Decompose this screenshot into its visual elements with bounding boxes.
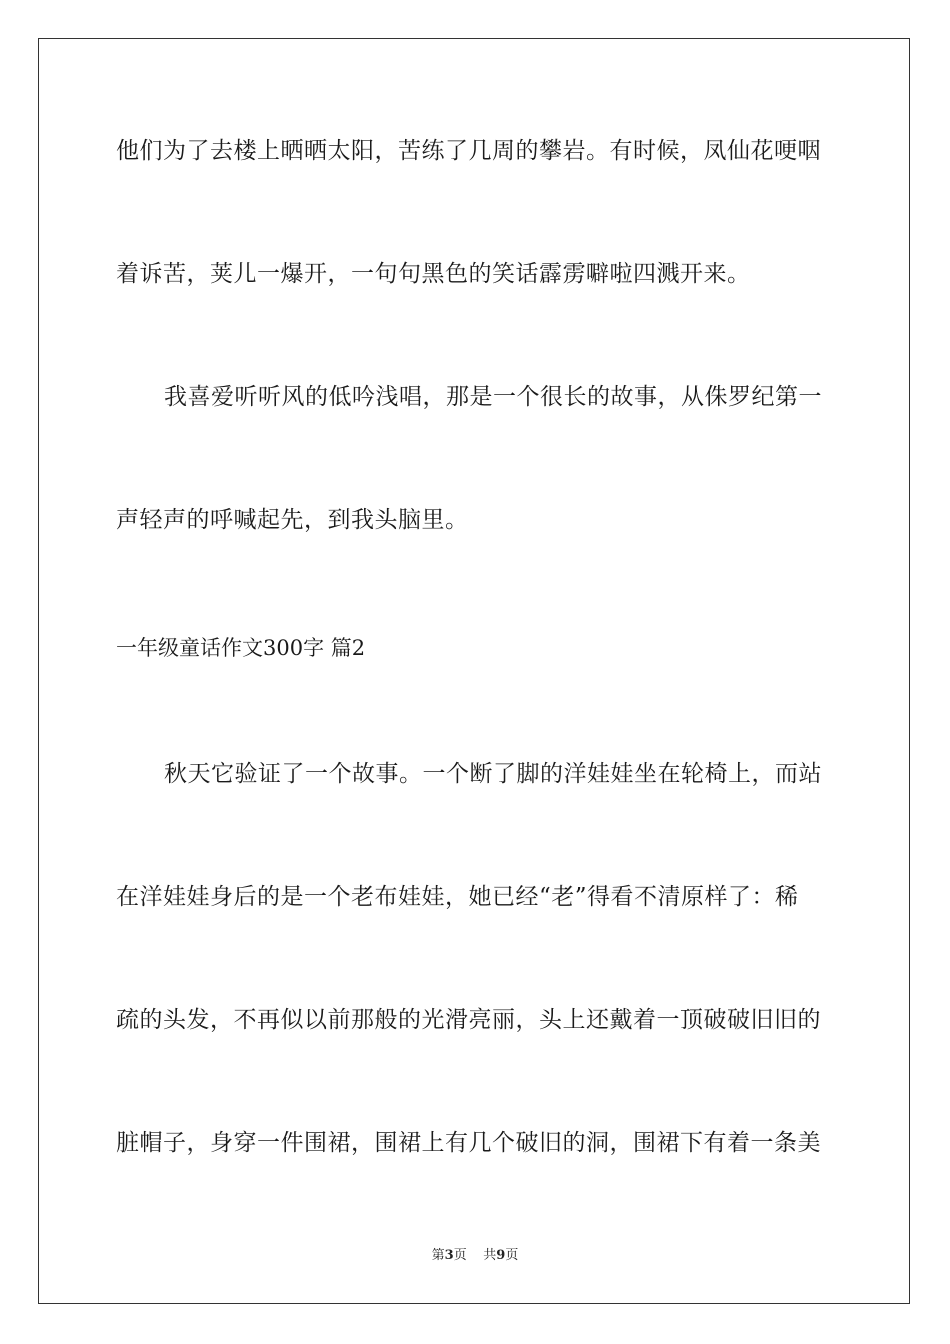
footer-total-suffix: 页 (505, 1248, 519, 1263)
footer-total-prefix: 共 (483, 1248, 497, 1263)
page-footer (0, 1247, 950, 1265)
footer-total-pages: 9 (496, 1248, 506, 1263)
paragraph-line-6: 在洋娃娃身后的是一个老布娃娃，她已经“老”得看不清原样了：稀 (116, 884, 799, 910)
paragraph-line-1: 他们为了去楼上晒晒太阳，苦练了几周的攀岩。有时候，凤仙花哽咽 (116, 138, 821, 164)
footer-page-prefix: 第 (431, 1248, 445, 1263)
footer-page-number: 3 (444, 1248, 454, 1263)
paragraph-line-7: 疏的头发，不再似以前那般的光滑亮丽，头上还戴着一顶破破旧旧的 (116, 1007, 821, 1033)
paragraph-line-8: 脏帽子，身穿一件围裙，围裙上有几个破旧的洞，围裙下有着一条美 (116, 1130, 821, 1156)
page-border (38, 38, 910, 1304)
section-heading: 一年级童话作文300字 篇2 (116, 636, 366, 660)
paragraph-line-2: 着诉苦，荚儿一爆开，一句句黑色的笑话霹雳噼啦四溅开来。 (116, 261, 751, 287)
paragraph-line-4: 声轻声的呼喊起先，到我头脑里。 (116, 507, 469, 533)
paragraph-line-3: 我喜爱听听风的低吟浅唱，那是一个很长的故事，从侏罗纪第一 (164, 384, 822, 410)
paragraph-line-5: 秋天它验证了一个故事。一个断了脚的洋娃娃坐在轮椅上，而站 (164, 761, 822, 787)
footer-page-suffix: 页 (453, 1248, 467, 1263)
